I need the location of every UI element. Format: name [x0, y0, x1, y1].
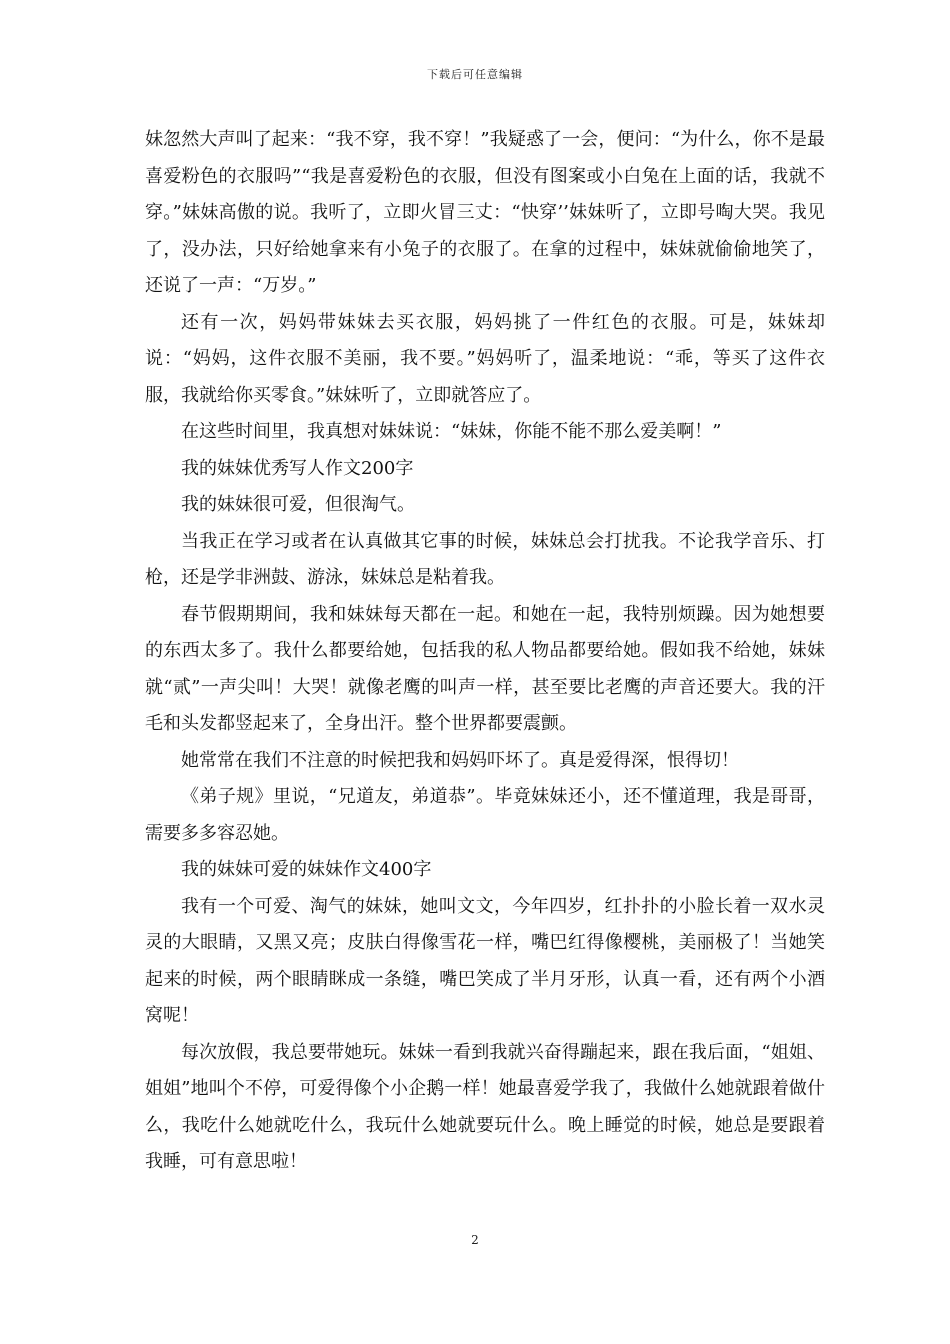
- paragraph: 当我正在学习或者在认真做其它事的时候，妹妹总会打扰我。不论我学音乐、打枪，还是学非洲鼓、游泳，妹妹总是粘着我。: [145, 530, 825, 588]
- page-number: 2: [471, 1233, 479, 1247]
- paragraph: 我的妹妹很可爱，但很淘气。: [181, 494, 415, 515]
- section-title: 我的妹妹优秀写人作文200字: [181, 457, 414, 479]
- page-header: 下载后可任意编辑: [427, 68, 523, 81]
- paragraph: 我有一个可爱、淘气的妹妹，她叫文文，今年四岁，红扑扑的小脸长着一双水灵灵的大眼睛，又黑又亮；皮肤白得像雪花一样，嘴巴红得像樱桃，美丽极了！当她笑起来的时候，两个眼睛眯成一条缝，嘴巴笑成了半月牙形，认真一看，还有两个小酒窝呢！: [145, 895, 825, 1026]
- paragraph: 还有一次，妈妈带妹妹去买衣服，妈妈挑了一件红色的衣服。可是，妹妹却说：“妈妈，这件衣服不美丽，我不要。”妈妈听了，温柔地说：“乖，等买了这件衣服，我就给你买零食。”妹妹听了，立即就答应了。: [145, 311, 825, 406]
- paragraph: 在这些时间里，我真想对妹妹说：“妹妹，你能不能不那么爱美啊！”: [181, 421, 722, 442]
- section-title: 我的妹妹可爱的妹妹作文400字: [181, 859, 432, 880]
- paragraph: 每次放假，我总要带她玩。妹妹一看到我就兴奋得蹦起来，跟在我后面，“姐姐、姐姐”地叫个不停，可爱得像个小企鹅一样！她最喜爱学我了，我做什么她就跟着做什么，我吃什么她就吃什么，我玩什么她就要玩什么。晚上睡觉的时候，她总是要跟着我睡，可有意思啦！: [145, 1041, 825, 1172]
- paragraph: 妹忽然大声叫了起来：“我不穿，我不穿！”我疑惑了一会，便问：“为什么，你不是最喜爱粉色的衣服吗”“我是喜爱粉色的衣服，但没有图案或小白兔在上面的话，我就不穿。”妹妹高傲的说。我听了，立即火冒三丈：“快穿’’妹妹听了，立即号啕大哭。我见了，没办法，只好给她拿来有小兔子的衣服了。在拿的过程中，妹妹就偷偷地笑了，还说了一声：“万岁。”: [145, 129, 825, 296]
- paragraph: 春节假期期间，我和妹妹每天都在一起。和她在一起，我特别烦躁。因为她想要的东西太多了。我什么都要给她，包括我的私人物品都要给她。假如我不给她，妹妹就“贰”一声尖叫！大哭！就像老鹰的叫声一样，甚至要比老鹰的声音还要大。我的汗毛和头发都竖起来了，全身出汗。整个世界都要震颤。: [145, 603, 825, 734]
- paragraph: 《弟子规》里说，“兄道友，弟道恭”。毕竟妹妹还小，还不懂道理，我是哥哥，需要多多容忍她。: [145, 786, 825, 844]
- document-body: [145, 122, 825, 1181]
- paragraph: 她常常在我们不注意的时候把我和妈妈吓坏了。真是爱得深，恨得切！: [181, 749, 739, 771]
